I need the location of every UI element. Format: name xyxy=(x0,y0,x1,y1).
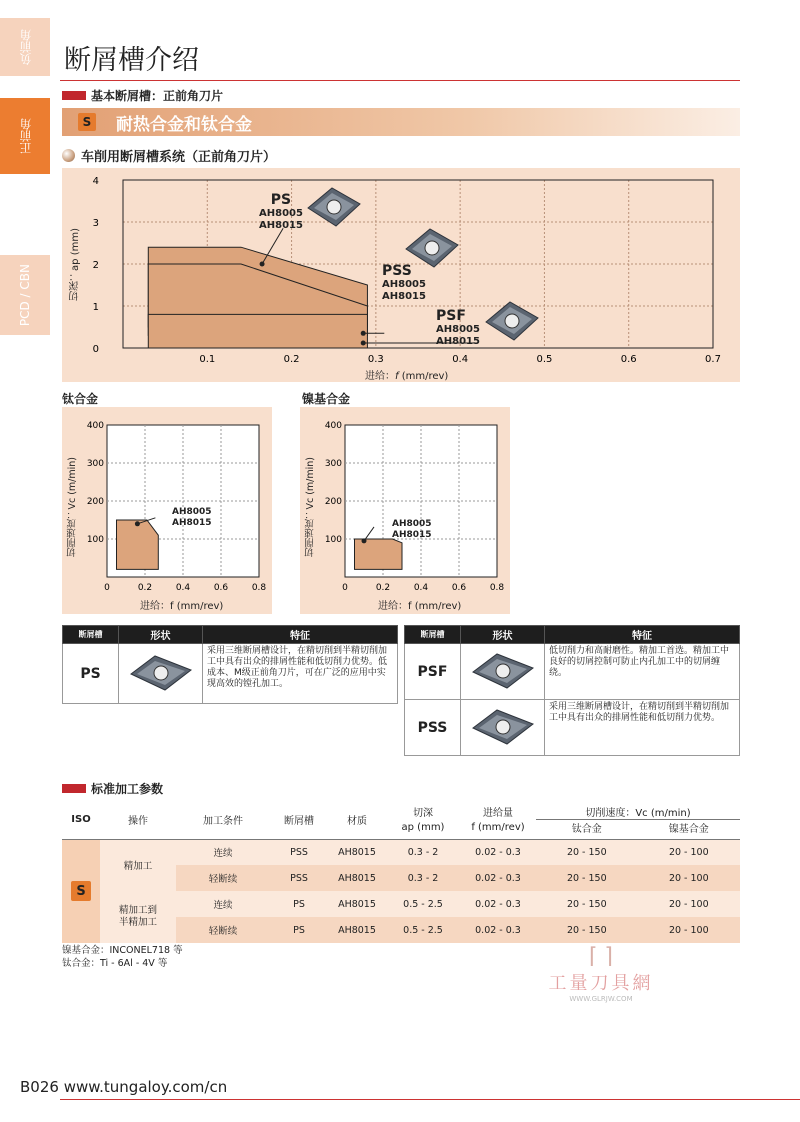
tab-positive-rake[interactable] xyxy=(0,98,50,174)
ti-y-label: 切削速度：Vc (m/min) xyxy=(67,457,78,558)
pss-name: PSS xyxy=(405,700,461,756)
pss-desc: 采用三维断屑槽设计，在精切削到半精切削加工中具有出众的排屑性能和低切削力优势。 xyxy=(545,700,740,756)
iso-badge: S xyxy=(78,113,96,131)
pss-label: PSS AH8005 AH8015 xyxy=(382,263,426,302)
psf-name: PSF xyxy=(405,644,461,700)
red-bar-icon xyxy=(62,784,86,793)
watermark-text: 工量刀具網 xyxy=(548,973,654,994)
h-ni: 镍基合金 xyxy=(668,824,709,835)
op-semi: 精加工到 半精加工 xyxy=(100,891,176,943)
y-tick: 3 xyxy=(92,218,99,229)
subsection-header xyxy=(62,146,276,165)
y-tick: 4 xyxy=(92,176,99,187)
feature-table-right xyxy=(404,625,740,756)
x-axis-label: 进给：f (mm/rev) xyxy=(365,371,449,382)
pss-shape-icon xyxy=(461,700,545,756)
h-ap: 切深 xyxy=(413,808,433,820)
x-tick: 0.4 xyxy=(175,583,191,593)
col-shape: 形状 xyxy=(461,626,545,644)
x-tick: 0.2 xyxy=(137,583,153,593)
params-table xyxy=(62,804,740,943)
x-tick: 0 xyxy=(104,583,110,593)
tab-label: 正前角 xyxy=(18,118,33,154)
y-tick: 300 xyxy=(86,459,104,469)
material-band xyxy=(62,108,740,136)
y-tick: 200 xyxy=(324,497,342,507)
tab-label: 负前角 xyxy=(18,29,33,65)
ni-chart-title: 镍基合金 xyxy=(302,392,351,406)
ni-chart xyxy=(300,407,510,614)
footer-divider xyxy=(60,1099,800,1100)
y-tick: 2 xyxy=(92,260,99,271)
page-title: 断屑槽介绍 xyxy=(64,45,199,76)
ni-x-label: 进给：f (mm/rev) xyxy=(378,601,462,612)
h-ti: 钛合金 xyxy=(571,824,602,835)
watermark xyxy=(536,944,666,1003)
note-ni: 镍基合金：INCONEL718 等 xyxy=(62,945,183,956)
area-psf xyxy=(148,314,367,348)
ps-desc: 采用三维断屑槽设计，在精切削到半精切削加工中具有出众的排屑性能和低切削力优势。低成本、M级正前角刀片，可在广泛的应用中实现高效的镗孔加工。 xyxy=(203,644,398,704)
h-vc: 切削速度：Vc (m/min) xyxy=(536,804,740,820)
watermark-logo-icon: ⌈ ⌉ xyxy=(588,944,614,969)
x-tick: 0.4 xyxy=(413,583,429,593)
params-row: S 精加工 连续 PSS AH8015 0.3 - 2 0.02 - 0.3 20 - 150 20 - 100 xyxy=(62,839,740,865)
tab-negative-rake[interactable] xyxy=(0,18,50,76)
ti-chart xyxy=(62,407,272,614)
note-ti: 钛合金：Ti - 6Al - 4V 等 xyxy=(62,958,168,969)
params-header xyxy=(62,780,163,797)
col-shape: 形状 xyxy=(119,626,203,644)
x-tick: 0.2 xyxy=(375,583,391,593)
h-cond: 加工条件 xyxy=(203,816,243,827)
x-tick: 0.4 xyxy=(452,354,469,365)
ps-dot xyxy=(260,262,265,267)
h-ap-unit: ap (mm) xyxy=(401,821,445,833)
y-axis-label: 切深：ap (mm) xyxy=(70,228,81,301)
params-title: 标准加工参数 xyxy=(91,782,164,796)
y-tick: 100 xyxy=(324,535,342,545)
x-tick: 0.8 xyxy=(251,583,267,593)
psf-dot xyxy=(361,340,366,345)
watermark-url: WWW.GLRJW.COM xyxy=(569,995,633,1003)
feature-table-left xyxy=(62,625,398,704)
ti-grade-label: AH8005 AH8015 xyxy=(172,507,212,528)
ps-label: PS AH8005 AH8015 xyxy=(259,192,303,231)
psf-label: PSF AH8005 AH8015 xyxy=(436,308,480,347)
page-number: B026 xyxy=(20,1078,59,1096)
ni-y-label: 切削速度：Vc (m/min) xyxy=(305,457,316,558)
x-tick: 0.6 xyxy=(213,583,229,593)
tab-label: PCD / CBN xyxy=(18,263,32,327)
x-tick: 0.5 xyxy=(536,354,553,365)
col-feature: 特征 xyxy=(545,626,740,644)
h-mat: 材质 xyxy=(347,816,367,827)
y-tick: 0 xyxy=(92,344,99,355)
h-cb: 断屑槽 xyxy=(284,816,314,827)
params-row: 精加工到 半精加工 连续 PS AH8015 0.5 - 2.5 0.02 - 0.3 20 - 150 20 - 100 xyxy=(62,891,740,917)
ps-insert-icon xyxy=(302,182,366,232)
tab-pcd-cbn[interactable] xyxy=(0,255,50,335)
op-finish: 精加工 xyxy=(100,839,176,891)
h-f: 进给量 xyxy=(483,808,513,820)
col-breaker: 断屑槽 xyxy=(405,626,461,644)
h-f-unit: f (mm/rev) xyxy=(471,821,525,833)
notes xyxy=(62,944,183,970)
footer-url[interactable]: www.tungaloy.com/cn xyxy=(63,1078,228,1096)
y-tick: 400 xyxy=(86,421,104,431)
x-tick: 0.3 xyxy=(367,354,384,365)
pss-insert-icon xyxy=(400,223,464,273)
ni-chart-panel xyxy=(300,407,510,614)
y-tick: 300 xyxy=(324,459,342,469)
y-tick: 200 xyxy=(86,497,104,507)
red-bar-icon xyxy=(62,91,86,100)
band-title: 耐热合金和钛合金 xyxy=(116,114,252,135)
y-tick: 400 xyxy=(324,421,342,431)
title-divider xyxy=(60,80,740,81)
area-range xyxy=(117,520,159,569)
x-tick: 0.2 xyxy=(283,354,300,365)
psf-shape-icon xyxy=(461,644,545,700)
ps-shape-icon xyxy=(119,644,203,704)
ti-chart-panel xyxy=(62,407,272,614)
x-tick: 0.6 xyxy=(620,354,637,365)
section-header xyxy=(62,87,223,104)
h-iso: ISO xyxy=(71,814,91,825)
grade-dot xyxy=(135,521,140,526)
y-tick: 1 xyxy=(92,302,99,313)
x-tick: 0.6 xyxy=(451,583,467,593)
main-chart-panel xyxy=(62,168,740,382)
params-row: 轻断续 PS AH8015 0.5 - 2.5 0.02 - 0.3 20 - 150 20 - 100 xyxy=(62,917,740,943)
iso-cell xyxy=(62,839,100,943)
y-tick: 100 xyxy=(86,535,104,545)
psf-insert-icon xyxy=(480,296,544,346)
x-tick: 0.8 xyxy=(489,583,505,593)
x-tick: 0 xyxy=(342,583,348,593)
ni-grade-label: AH8005 AH8015 xyxy=(392,519,432,540)
subsection-label: 车削用断屑槽系统（正前角刀片） xyxy=(81,150,277,165)
x-tick: 0.7 xyxy=(705,354,721,365)
ti-chart-title: 钛合金 xyxy=(62,392,99,406)
iso-s-badge: S xyxy=(71,881,91,901)
footer xyxy=(20,1078,227,1096)
ps-name: PS xyxy=(63,644,119,704)
params-row: 轻断续 PSS AH8015 0.3 - 2 0.02 - 0.3 20 - 150 20 - 100 xyxy=(62,865,740,891)
col-breaker: 断屑槽 xyxy=(63,626,119,644)
x-tick: 0.1 xyxy=(199,354,216,365)
section-label: 基本断屑槽：正前角刀片 xyxy=(91,89,224,103)
ti-x-label: 进给：f (mm/rev) xyxy=(140,601,224,612)
area-range xyxy=(355,539,403,569)
pss-dot xyxy=(361,331,366,336)
col-feature: 特征 xyxy=(203,626,398,644)
psf-desc: 低切削力和高耐磨性。精加工首选。精加工中良好的切屑控制可防止内孔加工中的切屑缠绕。 xyxy=(545,644,740,700)
h-op: 操作 xyxy=(128,816,148,827)
bullet-icon xyxy=(62,149,75,162)
